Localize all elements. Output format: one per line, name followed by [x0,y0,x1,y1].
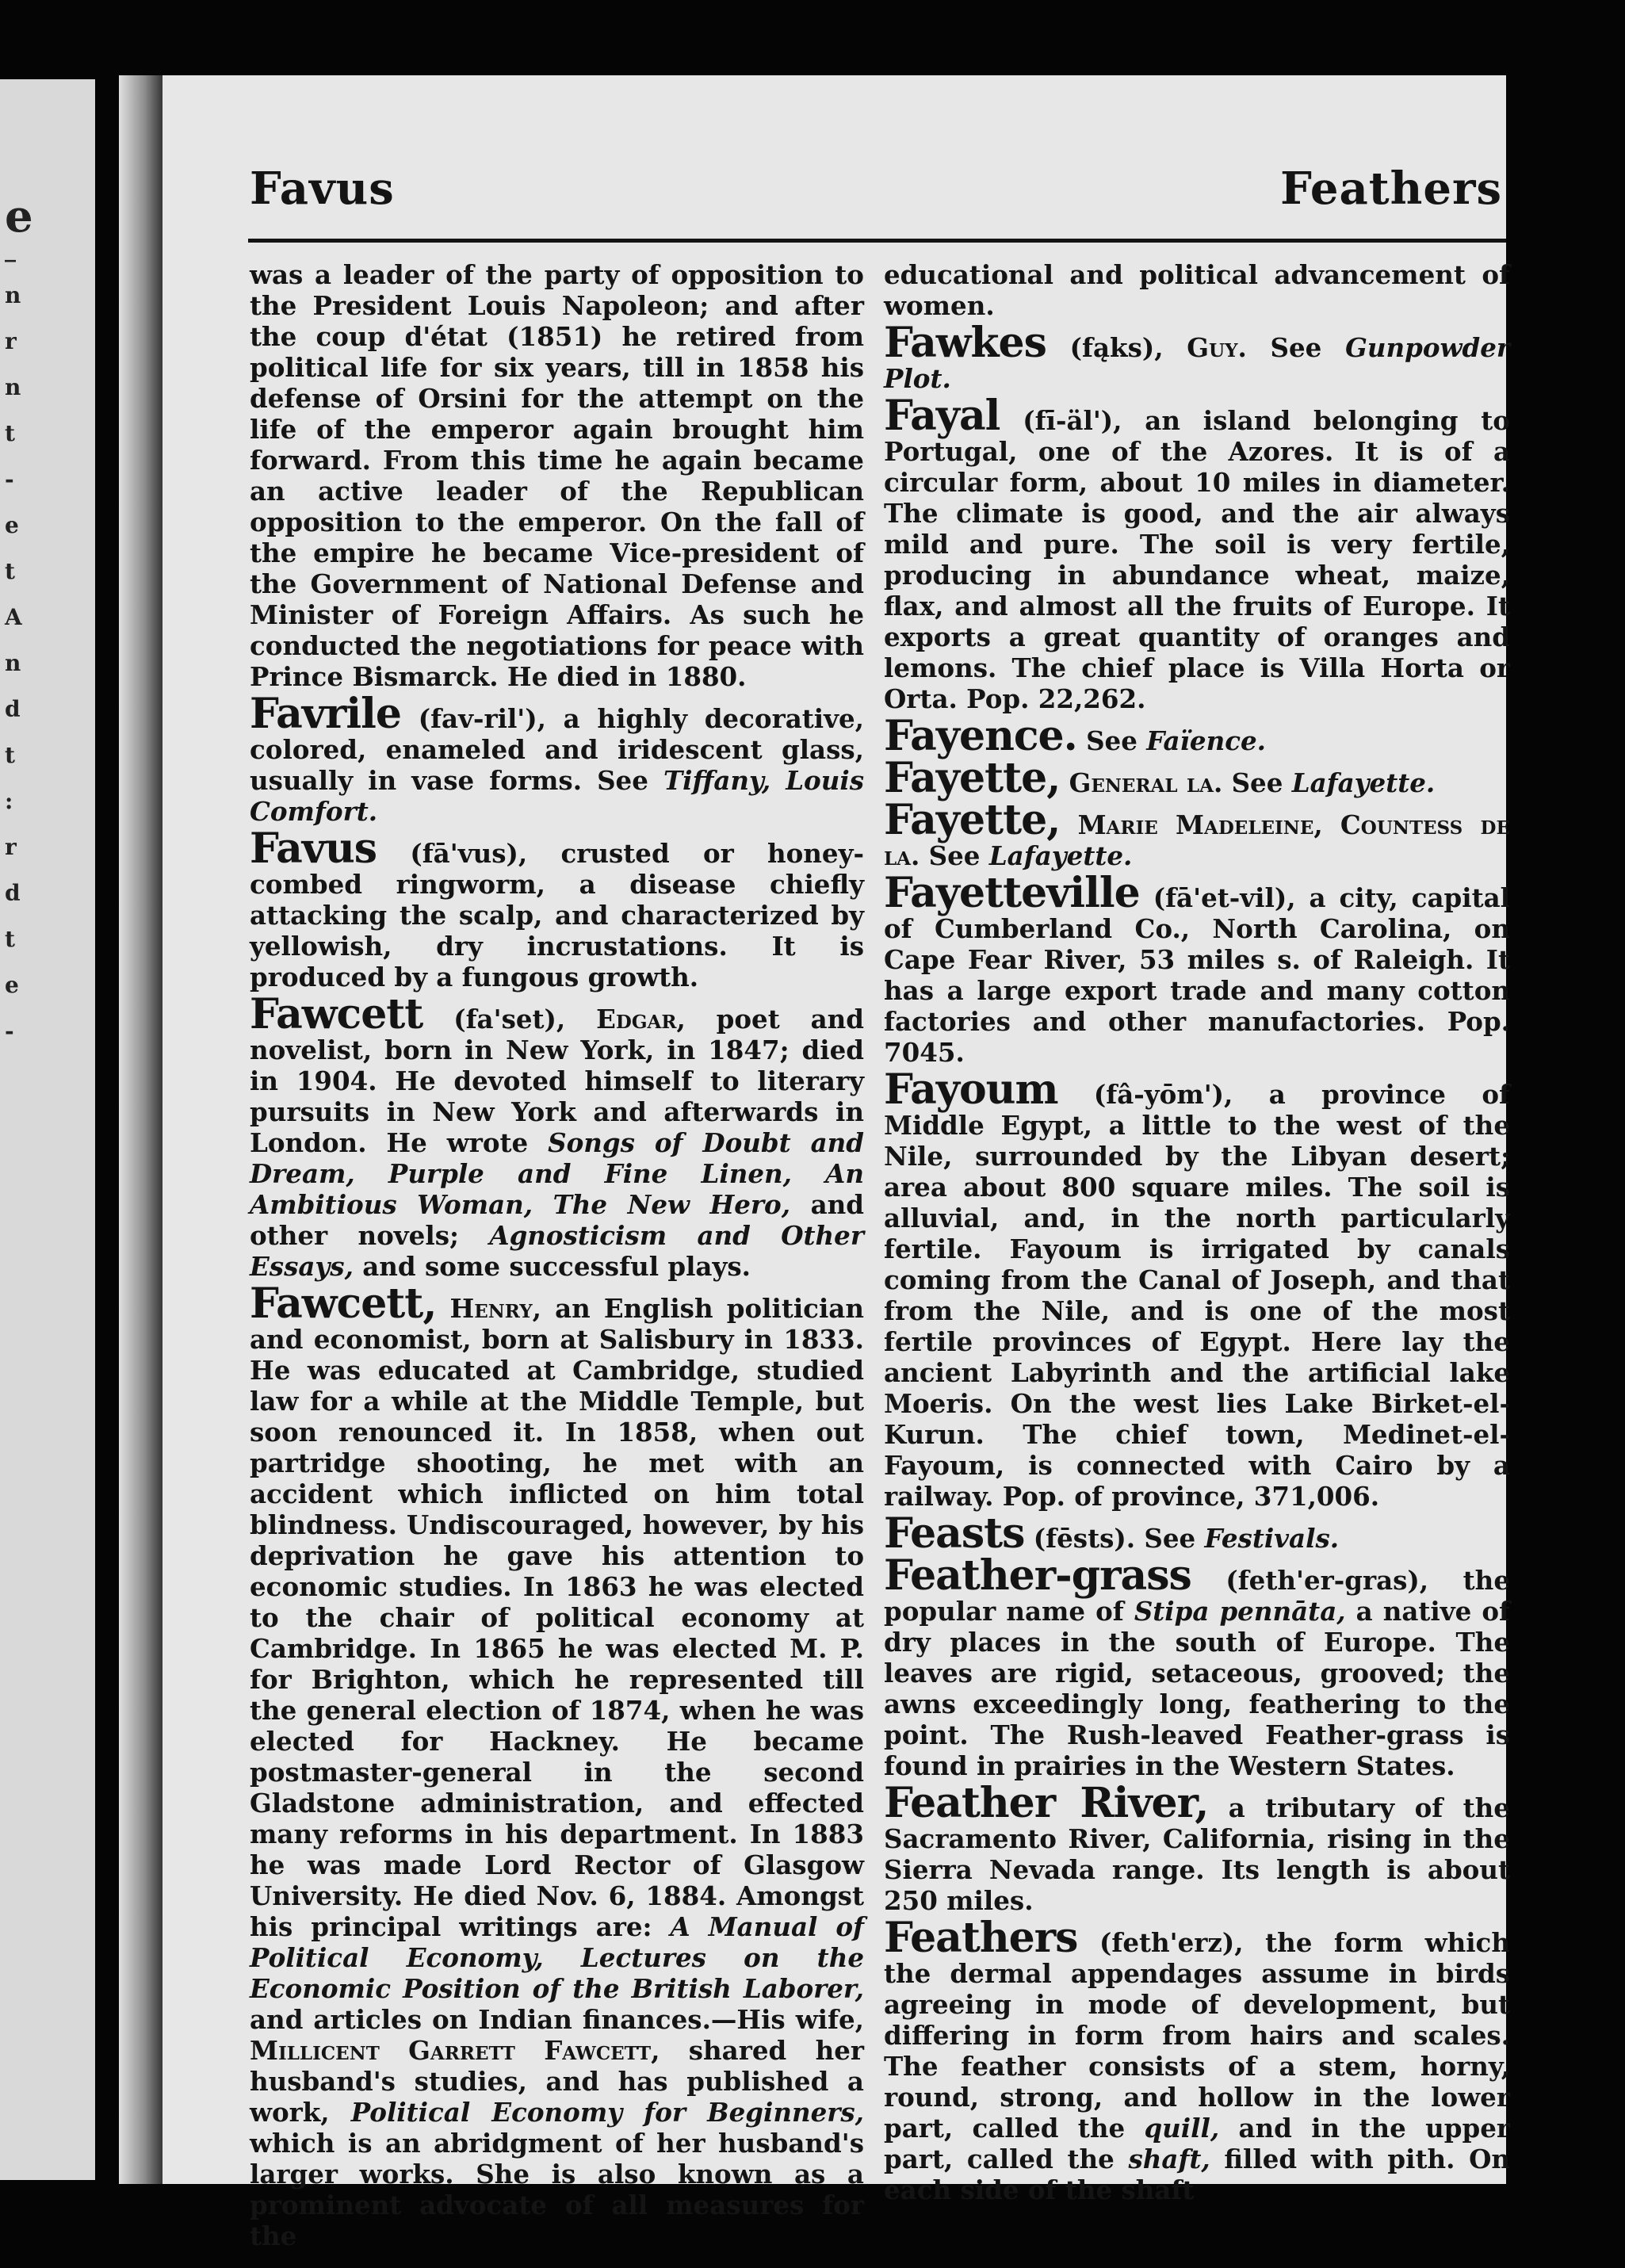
right-column [884,259,1510,2209]
entry-fayoum [884,1065,1510,1512]
entry-fawcett-edgar [250,990,864,1282]
work-titles: Agnosticism and Other Essays, [250,1220,864,1282]
left-column [250,259,864,2255]
entry-fayette-marie [884,796,1510,871]
previous-page-fragment: t [5,926,15,952]
previous-page-fragment: n [5,650,21,676]
running-head-left: Favus [250,163,395,215]
previous-page-fragment: A [5,604,22,630]
continuation-text: was a leader of the party of opposition to the President Louis Napoleon; and after the coup d'état (1851) he retired from political life for six years, till in 1858 his defense of Orsini for the attempt on the life of the emperor again brought him forward. From this time he again became an active leader of the Republican opposition to the emperor. On the fall of the empire he became Vice-president of the Government of National Defense and Minister of Foreign Affairs. As such he conducted the negotiations for peace with Prince Bismarck. He died in 1880. [250,259,864,692]
headword: Fayetteville [884,869,1140,917]
cross-reference: Festivals. [1204,1523,1340,1554]
definition: (fa'set), [453,1004,597,1035]
headword: Fawcett, [250,1279,437,1328]
previous-page-fragment: t [5,420,15,446]
cross-reference: Lafayette. [988,840,1133,871]
header-rule [248,239,1506,243]
entry-fayette-general [884,754,1510,802]
entry-feather-grass [884,1551,1511,1781]
entry-feather-river [884,1779,1510,1916]
definition: (fąks), [1069,332,1187,363]
definition: . See [1237,332,1346,363]
headword: Fawkes [884,319,1046,367]
entry-fayal [884,392,1510,714]
definition: (feth'erz), the form which the dermal appendages assume in birds agreeing in mode of development, but differing in form from hairs and scales. The feather consists of a stem, horny, round, strong, and hollow in the lower part, called the [884,1927,1510,2144]
definition: , shared her husband's studies, and has published a work, [250,2035,865,2128]
definition: a native of dry places in the south of Europe. The leaves are rigid, setaceous, grooved; the awns exceedingly long, feathering to the point. The Rush-leaved Feather-grass is found in prairies in the Western States. [884,1596,1511,1781]
previous-page-fragment: - [5,466,14,492]
running-head-right: Feathers [1280,163,1502,215]
term: shaft, [1128,2144,1210,2174]
headword: Fayoum [884,1065,1058,1114]
headword: Fayence. [884,712,1077,760]
person-name: Millicent Garrett Fawcett [250,2035,652,2066]
definition: , poet and novelist, born in New York, in 1847; died in 1904. He devoted himself to literary pursuits in New York and afterwards in London. He wrote [250,1004,864,1158]
previous-page-fragment: t [5,742,15,768]
definition: and in the upper part, called the [884,2113,1510,2174]
previous-page-fragment: n [5,282,21,308]
entry-favus [250,824,864,992]
cross-reference: Lafayette. [1291,767,1436,798]
person-name: Guy [1187,332,1238,363]
work-titles: Political Economy for Beginners, [350,2097,864,2128]
previous-page-fragment: d [5,880,21,906]
cross-reference: Tiffany, Louis Comfort. [250,765,864,827]
definition: See [1086,725,1147,756]
definition: . See [1213,767,1292,798]
definition: and other novels; [250,1189,864,1251]
definition: (fī-äl'), an island belonging to Portugal, one of the Azores. It is of a circular form, about 10 miles in diameter. The climate is good, and the air always mild and pure. The soil is very fertile, producing in abundance wheat, maize, flax, and almost all the fruits of Europe. It exports a great quantity of oranges and lemons. The chief place is Villa Horta or Orta. Pop. 22,262. [884,405,1510,714]
previous-page-fragment: : [5,788,13,814]
previous-page-edge [0,79,95,2180]
dictionary-page [162,75,1511,2251]
person-name: Henry [449,1293,533,1324]
definition: and articles on Indian finances.—His wife, [250,2004,864,2035]
headword: Fayal [884,392,1000,440]
entry-favrile [250,690,864,827]
entry-fawkes [884,319,1510,394]
previous-page-fragment: d [5,696,21,722]
species-name: Stipa pennāta, [1134,1596,1346,1627]
entry-feasts [884,1509,1510,1558]
cross-reference: Faïence. [1146,725,1266,756]
person-name: Marie Madeleine, Countess de la [884,809,1510,871]
term: quill, [1144,2113,1220,2144]
person-name: Edgar [596,1004,677,1035]
headword: Fawcett [250,990,423,1038]
definition: (fēsts). See [1033,1523,1205,1554]
definition: , an English politician and economist, born at Salisbury in 1833. He was educated at Cambridge, studied law for a while at the Middle Temple, but soon renounced it. In 1858, when out partridge shooting, he met with an accident which inflicted on him total blindness. Undiscouraged, however, by his deprivation he gave his attention to economic studies. In 1863 he was elected to the chair of political economy at Cambridge. In 1865 he was elected M. P. for Brighton, which he represented till the general election of 1874, when he was elected for Hackney. He became postmaster-general in the second Gladstone administration, and effected many reforms in his department. In 1883 he was made Lord Rector of Glasgow University. He died Nov. 6, 1884. Amongst his principal writings are: [250,1293,864,1942]
definition: (fā'vus), crusted or honey-combed ringworm, a disease chiefly attacking the scalp, and characterized by yellowish, dry incrustations. It is produced by a fungous growth. [250,838,864,992]
headword: Feather-grass [884,1551,1191,1600]
previous-page-fragment: _ [5,236,16,262]
headword: Favus [250,824,377,873]
work-titles: Songs of Doubt and Dream, Purple and Fine Linen, An Ambitious Woman, The New Hero, [250,1127,864,1220]
headword: Favrile [250,690,401,738]
continuation-text: educational and political advancement of women. [884,259,1510,321]
headword: Feathers [884,1914,1078,1962]
previous-page-fragment: e [5,512,19,538]
previous-page-fragment: r [5,834,17,860]
previous-page-fragment: t [5,558,15,584]
definition: and some successful plays. [353,1251,751,1282]
entry-fayetteville [884,869,1510,1068]
entry-feathers [884,1914,1511,2205]
definition: (fā'et-vil), a city, capital of Cumberland Co., North Carolina, on Cape Fear River, 53 miles s. of Raleigh. It has a large export trade and many cotton factories and other manufactories. Pop. 7045. [884,882,1510,1068]
book-spine [119,75,165,2184]
previous-page-fragment: - [5,1018,14,1044]
previous-page-fragment: r [5,328,17,354]
definition: (fâ-yōm'), a province of Middle Egypt, a little to the west of the Nile, surrounded by the Libyan desert; area about 800 square miles. The soil is alluvial, and, in the north particularly fertile. Fayoum is irrigated by canals coming from the Canal of Joseph, and that from the Nile, and is one of the most fertile provinces of Egypt. Here lay the ancient Labyrinth and the artificial lake Moeris. On the west lies Lake Birket-el-Kurun. The chief town, Medinet-el-Fayoum, is connected with Cairo by a railway. Pop. of province, 371,006. [884,1079,1510,1512]
definition: (feth'er-gras), the popular name of [884,1565,1510,1627]
definition: a tributary of the Sacramento River, California, rising in the Sierra Nevada range. Its length is about 250 miles. [884,1792,1510,1916]
previous-page-fragment: n [5,374,21,400]
definition: filled with pith. On each side of the shaft [884,2144,1511,2205]
definition: . See [911,840,989,871]
headword: Feasts [884,1509,1025,1558]
definition: (fav-ril'), a highly decorative, colored, enameled and iridescent glass, usually in vase forms. See [250,703,864,796]
previous-page-fragment: e [5,190,33,243]
person-name: General la [1069,767,1214,798]
entry-fayence [884,712,1510,760]
headword: Feather River, [884,1779,1209,1827]
headword: Fayette, [884,796,1061,844]
definition: which is an abridgment of her husband's larger works. She is also known as a prominent advocate of all measures for the [250,2128,864,2251]
headword: Fayette, [884,754,1061,802]
work-titles: A Manual of Political Economy, Lectures on the Economic Position of the British Laborer, [250,1911,865,2004]
entry-fawcett-henry [250,1279,865,2251]
previous-page-fragment: e [5,972,19,998]
cross-reference: Gunpowder Plot. [884,332,1510,394]
